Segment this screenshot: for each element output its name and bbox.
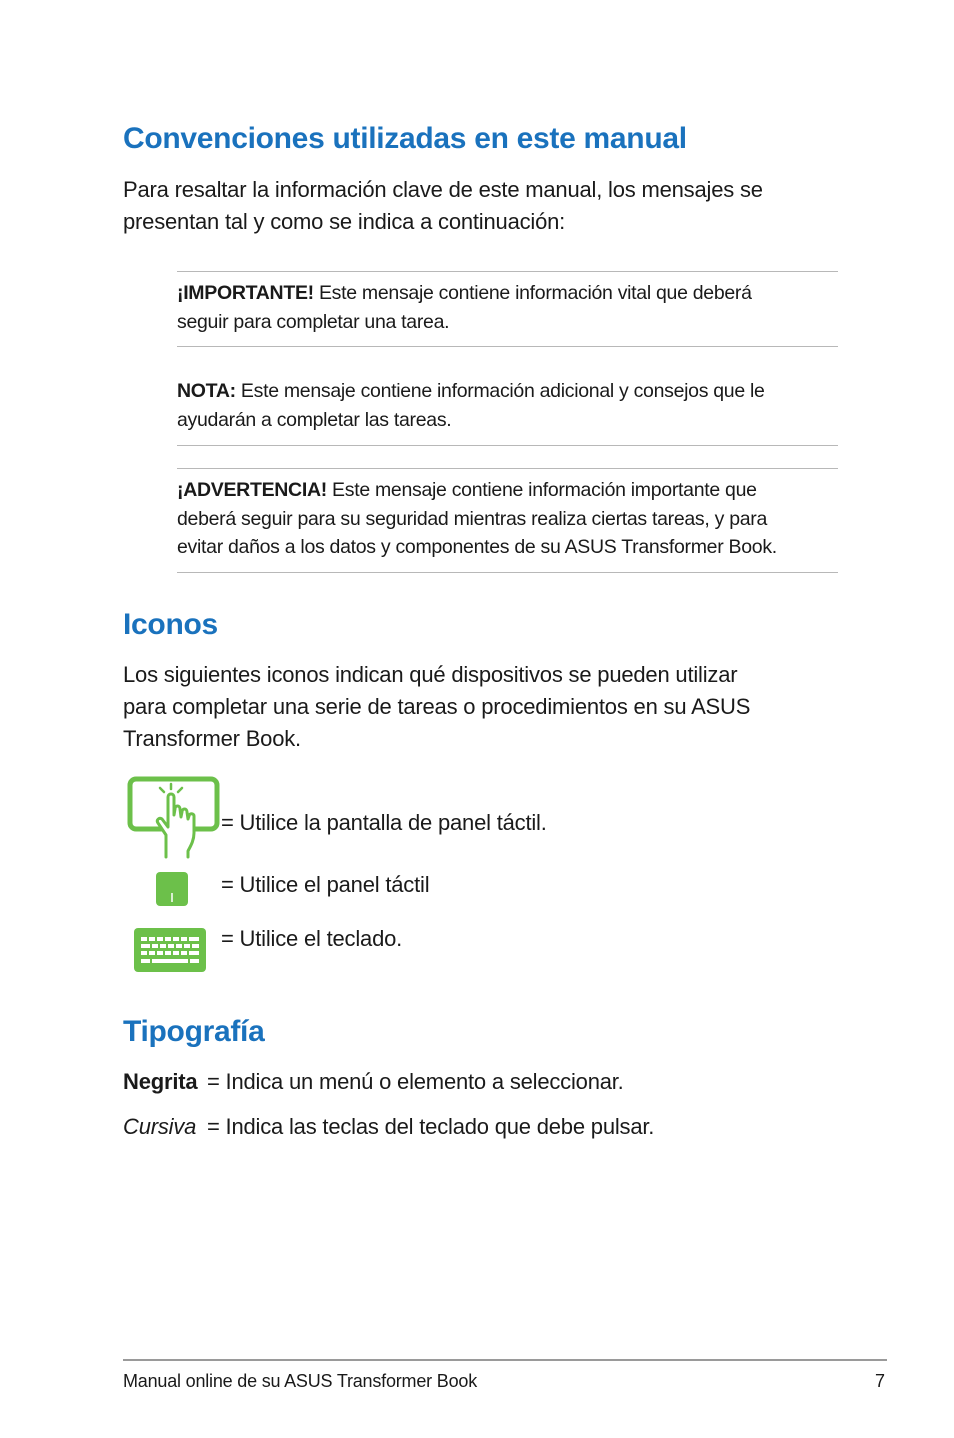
note-text-line1: Este mensaje contiene información adicional y consejos que le: [235, 380, 765, 402]
important-text-line2: seguir para completar una tarea.: [177, 310, 450, 333]
warning-note: [177, 476, 838, 562]
heading-conventions: Convenciones utilizadas en este manual: [123, 122, 687, 155]
touchscreen-icon: [126, 775, 222, 861]
divider: [177, 271, 838, 272]
typo-italic-text: = Indica las teclas del teclado que debe pulsar.: [207, 1114, 655, 1139]
conventions-intro: [123, 174, 843, 238]
warning-text-line3: evitar daños a los datos y componentes de su ASUS Transformer Book.: [177, 536, 777, 558]
conventions-intro-line1: Para resaltar la información clave de este manual, los mensajes se: [123, 177, 763, 202]
keyboard-icon: [134, 928, 206, 972]
icon-touchpad-text: = Utilice el panel táctil: [221, 872, 430, 897]
icons-intro: [123, 659, 843, 755]
info-note: [177, 377, 838, 434]
important-label: ¡IMPORTANTE!: [177, 282, 314, 304]
touchpad-icon: [156, 872, 188, 906]
icons-intro-line1: Los siguientes iconos indican qué dispositivos se pueden utilizar: [123, 662, 738, 687]
heading-icons: Iconos: [123, 608, 218, 641]
warning-text-line1: Este mensaje contiene información importante que: [326, 479, 757, 501]
typo-row-italic: [123, 1112, 654, 1142]
note-text-line2: ayudarán a completar las tareas.: [177, 408, 452, 431]
typo-italic-label: Cursiva: [123, 1114, 197, 1139]
divider-spacer: [177, 369, 838, 370]
footer-title: Manual online de su ASUS Transformer Book: [123, 1371, 477, 1391]
divider: [177, 572, 838, 573]
icon-keyboard-text: = Utilice el teclado.: [221, 926, 403, 951]
conventions-intro-line2: presentan tal y como se indica a continuación:: [123, 209, 566, 234]
divider: [177, 346, 838, 347]
divider: [177, 468, 838, 469]
divider: [177, 445, 838, 446]
icons-intro-line2: para completar una serie de tareas o procedimientos en su ASUS: [123, 694, 751, 719]
important-text-line1: Este mensaje contiene información vital que deberá: [313, 282, 752, 304]
important-note: [177, 279, 838, 336]
typo-bold-label: Negrita: [123, 1069, 198, 1094]
typo-row-bold: [123, 1067, 624, 1097]
icons-intro-line3: Transformer Book.: [123, 726, 301, 751]
heading-typography: Tipografía: [123, 1015, 265, 1048]
note-label: NOTA:: [177, 380, 236, 402]
typo-bold-text: = Indica un menú o elemento a seleccionar.: [207, 1069, 624, 1094]
warning-text-line2: deberá seguir para su seguridad mientras realiza ciertas tareas, y para: [177, 507, 768, 530]
page-number: 7: [875, 1371, 885, 1391]
footer-divider: [123, 1359, 887, 1361]
warning-label: ¡ADVERTENCIA!: [177, 479, 327, 501]
icon-touchscreen-text: = Utilice la pantalla de panel táctil.: [221, 810, 547, 835]
